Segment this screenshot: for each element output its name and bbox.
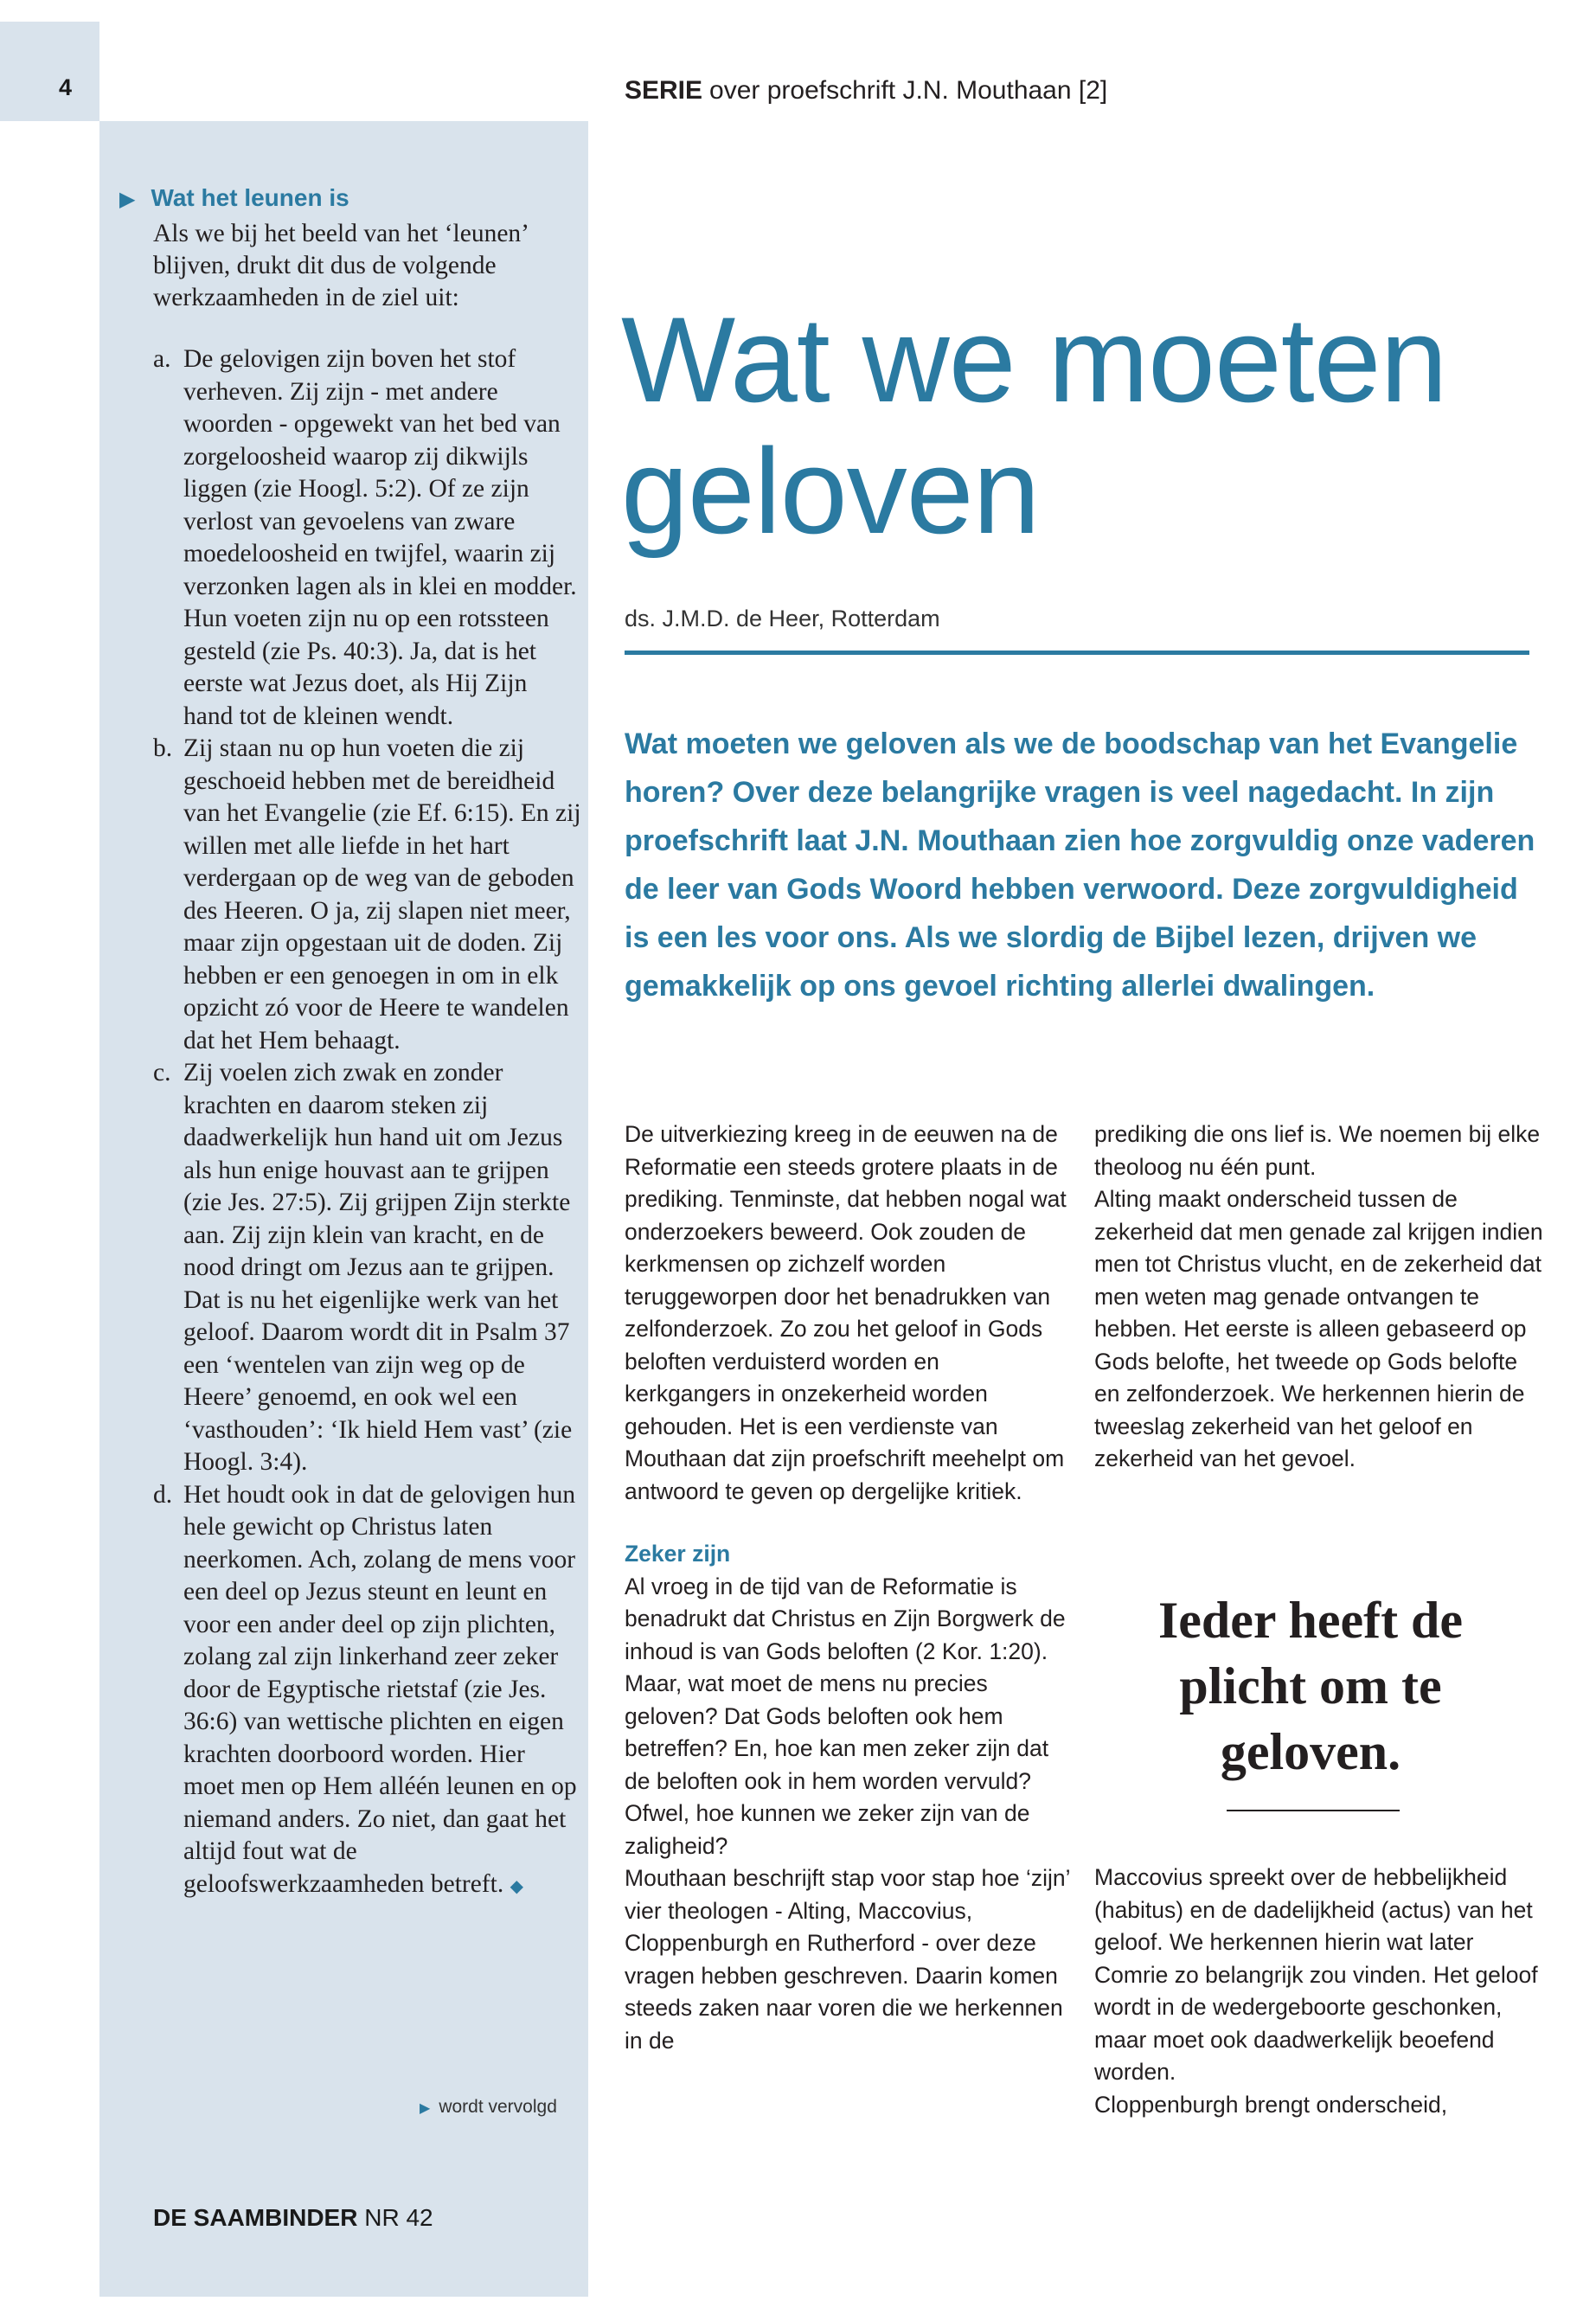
list-letter: a. (153, 345, 171, 373)
list-letter: d. (153, 1480, 173, 1509)
article-column-1 (625, 1118, 1070, 2057)
list-text: Zij staan nu op hun voeten die zij geschoeid hebben met de bereidheid van het Evangelie (zie Ef. 6:15). En zij willen met alle liefde in het hart verdergaan op de weg van de geboden des Heeren. O ja, zij slapen niet meer, maar zijn opgestaan uit de doden. Zij hebben er een genoegen in om in elk opzicht zó voor de Heere te wandelen dat het Hem behaagt. (183, 734, 581, 1054)
list-item (153, 1479, 581, 1904)
page-number: 4 (59, 74, 73, 100)
footer-brand: DE SAAMBINDER (153, 2204, 358, 2231)
article-lead: Wat moeten we geloven als we de boodschap van het Evangelie horen? Over deze belangrijke vragen is veel nagedacht. In zijn proefschrift laat J.N. Mouthaan zien hoe zorgvuldig onze vaderen de leer van Gods Woord hebben verwoord. Deze zorgvuldigheid is een les voor ons. Als we slordig de Bijbel lezen, drijven we gemakkelijk op ons gevoel richting allerlei dwalingen. (625, 727, 1535, 1003)
list-text: Zij voelen zich zwak en zonder krachten en daarom steken zij daadwerkelijk hun hand uit om Jezus als hun enige houvast aan te grijpen (zie Jes. 27:5). Zij grijpen Zijn sterkte aan. Zij zijn klein van kracht, en de nood dringt om Jezus aan te grijpen. Dat is nu het eigenlijke werk van het geloof. Daarom wordt dit in Psalm 37 een ‘wentelen van zijn weg op de Heere’ genoemd, en ook wel een ‘vasthouden’: ‘Ik hield Hem vast’ (zie Hoogl. 3:4). (183, 1059, 573, 1476)
series-text: over proefschrift J.N. Mouthaan [2] (709, 76, 1108, 105)
paragraph: Mouthaan beschrijft stap voor stap hoe ‘zijn’ vier theologen - Alting, Maccovius, Cloppenburgh en Rutherford - over deze vragen hebben geschreven. Daarin komen steeds zaken naar voren die we herkennen in de (625, 1865, 1070, 2054)
article-author: ds. J.M.D. de Heer, Rotterdam (625, 606, 940, 631)
sidebar-heading (119, 184, 349, 212)
list-text-wrapper (183, 1479, 581, 1904)
series-header (625, 76, 1107, 106)
sidebar-heading-text: Wat het leunen is (151, 184, 349, 211)
list-item (153, 343, 581, 733)
series-label: SERIE (625, 76, 703, 105)
article-column-2 (1094, 1118, 1544, 1476)
sidebar-intro: Als we bij het beeld van het ‘leunen’ blijven, drukt dit dus de volgende werkzaamheden in de ziel uit: (153, 220, 528, 311)
play-triangle-icon: ▶ (119, 188, 136, 211)
paragraph: Maccovius spreekt over de hebbelijkheid (habitus) en de dadelijkheid (actus) van het geloof. We herkennen hierin wat later Comrie zo belangrijk zou vinden. Het geloof wordt in de wedergeboorte geschonken, maar moet ook daadwerkelijk beoefend worden. (1094, 1864, 1538, 2085)
footer (153, 2204, 433, 2232)
footer-issue: NR 42 (364, 2204, 433, 2231)
list-item (153, 1057, 581, 1479)
page-number-tab (0, 22, 99, 121)
sidebar-list (153, 343, 581, 1903)
title-divider (625, 651, 1529, 655)
end-diamond-icon: ◆ (510, 1876, 523, 1896)
paragraph: De uitverkiezing kreeg in de eeuwen na de Reformatie een steeds grotere plaats in de prediking. Tenminste, dat hebben nogal wat onderzoekers beweerd. Ook zouden de kerkmensen op zichzelf worden teruggeworpen door het benadrukken van zelfonderzoek. Zo zou het geloof in Gods beloften verduisterd worden en kerkgangers in onzekerheid worden gehouden. Het is een verdienste van Mouthaan dat zijn proefschrift meehelpt om antwoord te geven op dergelijke kritiek. (625, 1121, 1067, 1504)
paragraph: Cloppenburgh brengt onderscheid, (1094, 2091, 1448, 2118)
continued-text: wordt vervolgd (439, 2097, 557, 2117)
list-text: Het houdt ook in dat de gelovigen hun hele gewicht op Christus laten neerkomen. Ach, zolang de mens voor een deel op Jezus steunt en leunt en voor een ander deel op zijn plichten, zolang zal zijn linkerhand zeer zeker door de Egyptische rietstaf (zie Jes. 36:6) van wettische plichten en eigen krachten doorboord worden. Hier moet men op Hem alléén leunen en op niemand anders. Zo niet, dan gaat het altijd fout wat de geloofswerkzaamheden betreft. (183, 1480, 577, 1898)
paragraph: Alting maakt onderscheid tussen de zekerheid dat men genade zal krijgen indien men tot Christus vlucht, en de zekerheid dat men weten mag genade ontvangen te hebben. Het eerste is alleen gebaseerd op Gods belofte, het tweede op Gods belofte en zelfonderzoek. We herkennen hierin de tweeslag zekerheid van het geloof en zekerheid van het gevoel. (1094, 1186, 1543, 1471)
paragraph: Al vroeg in de tijd van de Reformatie is benadrukt dat Christus en Zijn Borgwerk de inhoud is van Gods beloften (2 Kor. 1:20). Maar, wat moet de mens nu precies geloven? Dat Gods beloften ook hem betreffen? En, hoe kan men zeker zijn dat de beloften ook in hem worden vervuld? Ofwel, hoe kunnen we zeker zijn van de zaligheid? (625, 1573, 1066, 1859)
article-title: Wat we moeten geloven (621, 292, 1447, 559)
list-item (153, 733, 581, 1057)
play-triangle-icon: ▶ (420, 2101, 431, 2116)
list-letter: b. (153, 734, 173, 762)
section-subhead: Zeker zijn (625, 1541, 731, 1567)
continued-note (420, 2097, 557, 2118)
pull-quote-divider (1227, 1810, 1400, 1811)
article-column-2-continued (1094, 1862, 1544, 2121)
list-letter: c. (153, 1059, 171, 1086)
list-text: De gelovigen zijn boven het stof verheven. Zij zijn - met andere woorden - opgewekt van het bed van zorgeloosheid waarop zij dikwijls liggen (zie Hoogl. 5:2). Of ze zijn verlost van gevoelens van zware moedeloosheid en twijfel, waarin zij verzonken lagen als in klei en modder. Hun voeten zijn nu op een rotssteen gesteld (zie Ps. 40:3). Ja, dat is het eerste wat Jezus doet, als Hij Zijn hand tot de kleinen wendt. (183, 345, 577, 730)
pull-quote: Ieder heeft de plicht om te geloven. (1157, 1592, 1464, 1780)
paragraph: prediking die ons lief is. We noemen bij elke theoloog nu één punt. (1094, 1121, 1541, 1180)
